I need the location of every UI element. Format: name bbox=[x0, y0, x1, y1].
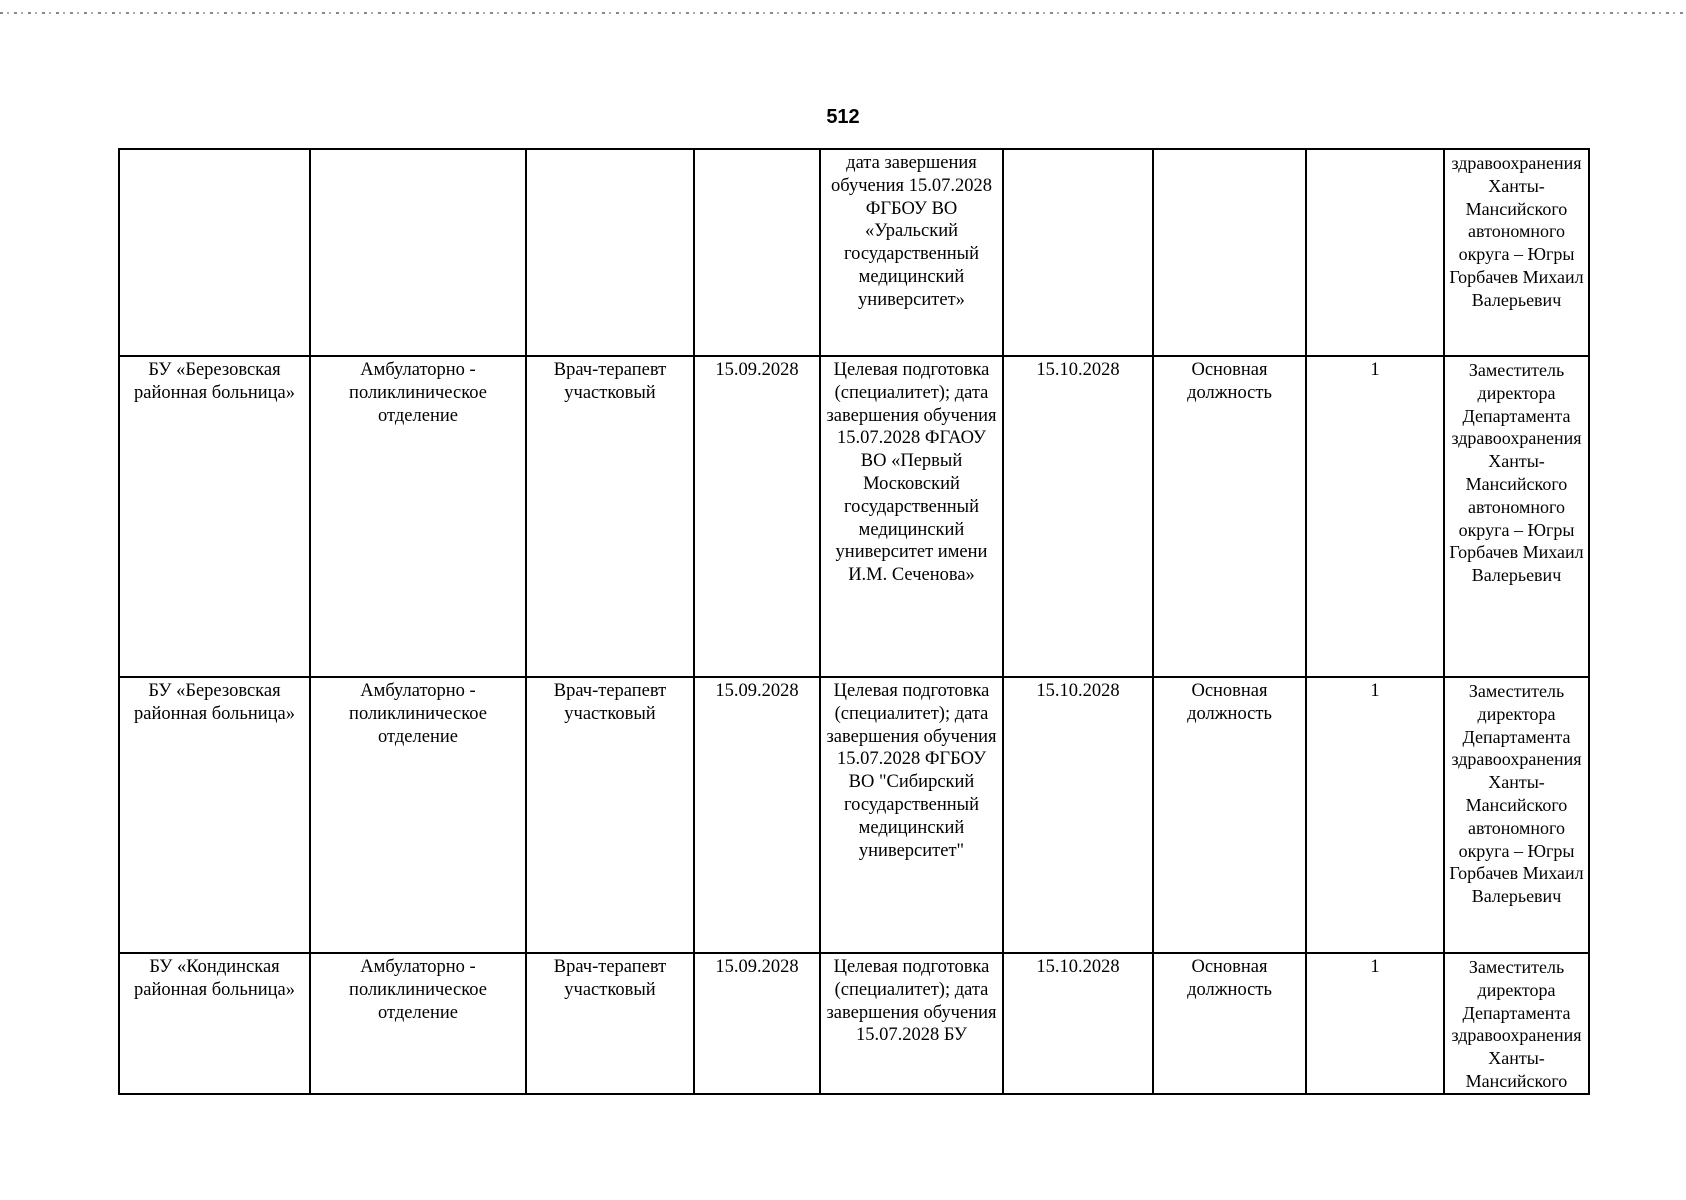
cell-employment-type: Основная должность bbox=[1153, 677, 1306, 953]
cell-count bbox=[1306, 149, 1444, 356]
cell-date-start bbox=[694, 149, 820, 356]
table-row bbox=[119, 356, 1589, 677]
cell-date-start: 15.09.2028 bbox=[694, 953, 820, 1094]
cell-date-start: 15.09.2028 bbox=[694, 677, 820, 953]
cell-responsible: Заместитель директора Департамента здравоохранения Ханты-Мансийского автономного округа – Югры Горбачев Михаил Валерьевич bbox=[1444, 356, 1589, 677]
page-number: 512 bbox=[826, 106, 860, 128]
cell-position: Врач-терапевт участковый bbox=[526, 677, 694, 953]
cell-unit: Амбулаторно - поликлиническое отделение bbox=[310, 677, 526, 953]
cell-position: Врач-терапевт участковый bbox=[526, 953, 694, 1094]
cell-training: дата завершения обучения 15.07.2028 ФГБОУ ВО «Уральский государственный медицинский университет» bbox=[820, 149, 1003, 356]
cell-organization: БУ «Березовская районная больница» bbox=[119, 677, 310, 953]
cell-date-employment: 15.10.2028 bbox=[1003, 953, 1153, 1094]
cell-employment-type: Основная должность bbox=[1153, 953, 1306, 1094]
cell-responsible: Заместитель директора Департамента здравоохранения Ханты-Мансийского автономного округа – Югры Горбачев Михаил Валерьевич bbox=[1444, 677, 1589, 953]
cell-training: Целевая подготовка (специалитет); дата завершения обучения 15.07.2028 ФГБОУ ВО "Сибирский государственный медицинский университет" bbox=[820, 677, 1003, 953]
cell-responsible: Заместитель директора Департамента здравоохранения Ханты-Мансийского bbox=[1444, 953, 1589, 1094]
table-row bbox=[119, 953, 1589, 1094]
cell-count: 1 bbox=[1306, 356, 1444, 677]
cell-unit: Амбулаторно - поликлиническое отделение bbox=[310, 953, 526, 1094]
cell-count: 1 bbox=[1306, 677, 1444, 953]
cell-training: Целевая подготовка (специалитет); дата завершения обучения 15.07.2028 БУ bbox=[820, 953, 1003, 1094]
cell-date-employment: 15.10.2028 bbox=[1003, 677, 1153, 953]
cell-training: Целевая подготовка (специалитет); дата завершения обучения 15.07.2028 ФГАОУ ВО «Первый Московский государственный медицинский университет имени И.М. Сеченова» bbox=[820, 356, 1003, 677]
cell-unit: Амбулаторно - поликлиническое отделение bbox=[310, 356, 526, 677]
cell-date-start: 15.09.2028 bbox=[694, 356, 820, 677]
register-table bbox=[118, 148, 1590, 1095]
cell-date-employment: 15.10.2028 bbox=[1003, 356, 1153, 677]
scan-edge-artifact bbox=[0, 12, 1686, 14]
cell-organization: БУ «Кондинская районная больница» bbox=[119, 953, 310, 1094]
cell-organization: БУ «Березовская районная больница» bbox=[119, 356, 310, 677]
cell-responsible: здравоохранения Ханты-Мансийского автономного округа – Югры Горбачев Михаил Валерьевич bbox=[1444, 149, 1589, 356]
cell-position bbox=[526, 149, 694, 356]
table-row bbox=[119, 677, 1589, 953]
cell-position: Врач-терапевт участковый bbox=[526, 356, 694, 677]
cell-unit bbox=[310, 149, 526, 356]
cell-date-employment bbox=[1003, 149, 1153, 356]
cell-employment-type bbox=[1153, 149, 1306, 356]
cell-count: 1 bbox=[1306, 953, 1444, 1094]
cell-organization bbox=[119, 149, 310, 356]
cell-employment-type: Основная должность bbox=[1153, 356, 1306, 677]
table-row bbox=[119, 149, 1589, 356]
